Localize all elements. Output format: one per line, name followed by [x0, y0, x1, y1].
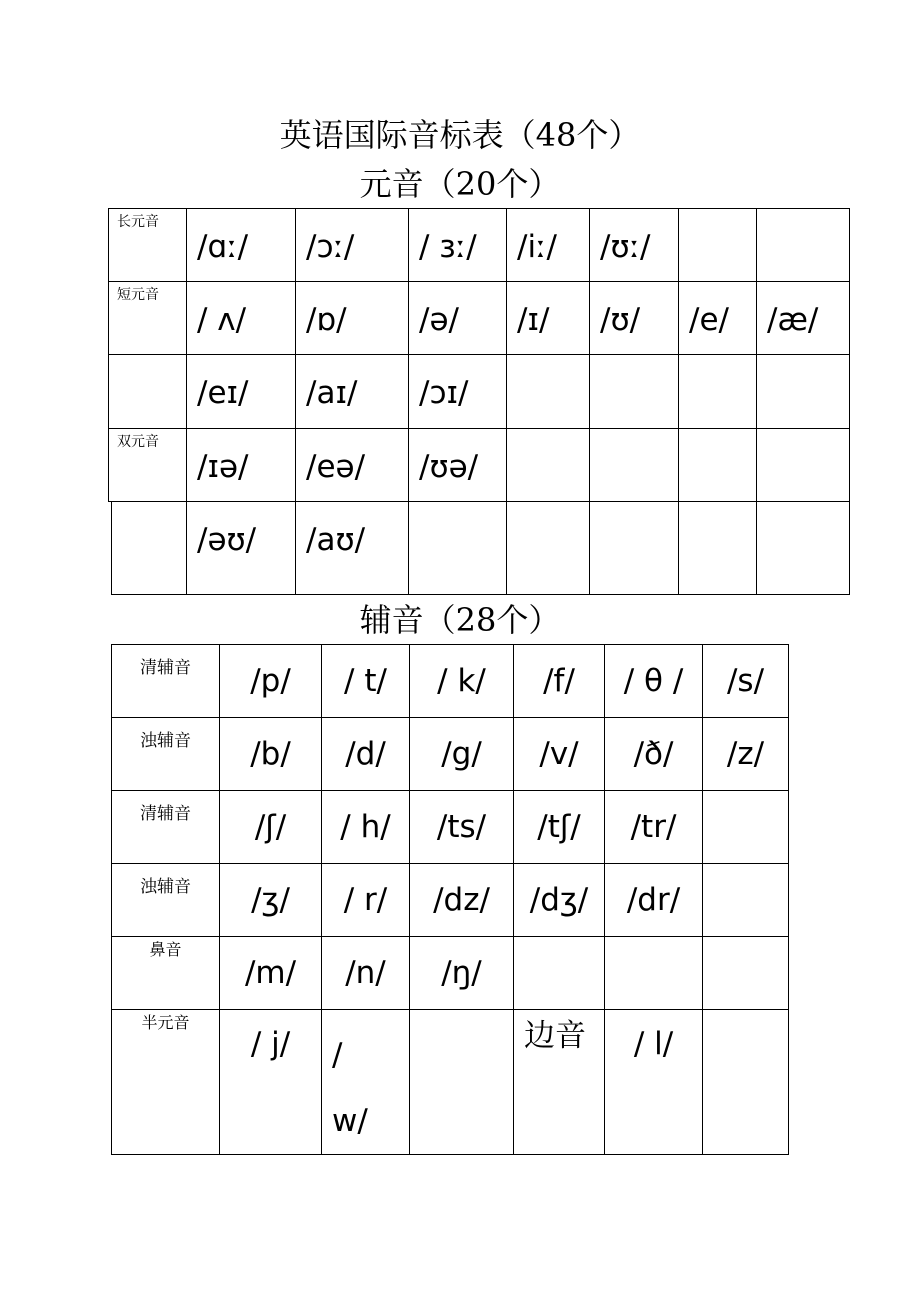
vowel-row-label-cell [108, 428, 187, 502]
vowel-row-label-cell [108, 354, 187, 429]
consonant-cell [702, 717, 789, 791]
consonant-cell [409, 1009, 514, 1155]
vowel-row-label-cell [111, 501, 187, 595]
phonetic-symbol: /ʊː/ [600, 229, 651, 265]
vowel-cell [186, 501, 296, 595]
phonetic-symbol: / k/ [437, 663, 486, 699]
phonetic-symbol: /tʃ/ [537, 809, 581, 845]
consonant-cell [513, 790, 605, 864]
consonant-cell [409, 644, 514, 718]
phonetic-symbol: /ʊə/ [419, 449, 479, 485]
vowel-cell [408, 281, 507, 355]
vowel-cell [678, 281, 757, 355]
consonant-category-label: 浊辅音 [140, 731, 191, 751]
phonetic-symbol: /dz/ [433, 882, 490, 918]
vowel-cell [589, 208, 679, 282]
vowel-cell [408, 501, 507, 595]
vowel-cell [295, 208, 409, 282]
consonant-cell [513, 717, 605, 791]
phonetic-symbol: / t/ [344, 663, 387, 699]
vowel-cell [295, 501, 409, 595]
consonant-cell [513, 863, 605, 937]
phonetic-symbol: /æ/ [767, 302, 819, 338]
vowel-row-label-cell [108, 281, 187, 355]
consonant-cell [409, 717, 514, 791]
vowel-cell [295, 428, 409, 502]
consonant-cell [409, 863, 514, 937]
phonetic-symbol: / l/ [633, 1026, 674, 1062]
consonant-cell [321, 790, 410, 864]
phonetic-symbol: /ŋ/ [441, 955, 482, 991]
consonant-cell [321, 717, 410, 791]
vowel-cell [506, 281, 590, 355]
phonetic-symbol: /iː/ [517, 229, 557, 265]
vowel-cell [678, 208, 757, 282]
phonetic-symbol: / r/ [343, 882, 388, 918]
phonetic-symbol: /n/ [345, 955, 386, 991]
consonant-cell [513, 936, 605, 1010]
vowel-cell [678, 428, 757, 502]
phonetic-symbol: /m/ [244, 955, 297, 991]
vowel-cell [756, 208, 850, 282]
consonant-row-label-cell [111, 1009, 220, 1155]
consonant-category-label: 清辅音 [140, 804, 191, 824]
vowel-section-heading: 元音（20个） [359, 165, 561, 203]
consonant-row-label-cell [111, 644, 220, 718]
phonetic-symbol: /s/ [726, 663, 765, 699]
phonetic-symbol: / w/ [332, 1037, 368, 1139]
phonetic-symbol: /eə/ [306, 449, 366, 485]
phonetic-symbol: /ts/ [436, 809, 487, 845]
vowel-cell [756, 354, 850, 429]
phonetic-symbol: / ɜː/ [419, 229, 477, 265]
phonetic-symbol: /əʊ/ [197, 522, 257, 558]
phonetic-symbol: /ɪ/ [517, 302, 550, 338]
consonant-cell [604, 717, 703, 791]
vowel-cell [186, 354, 296, 429]
vowel-cell [756, 281, 850, 355]
phonetic-symbol: /v/ [539, 736, 579, 772]
vowel-cell [408, 208, 507, 282]
phonetic-symbol: / θ / [623, 663, 684, 699]
consonant-cell [604, 1009, 703, 1155]
vowel-cell [408, 428, 507, 502]
consonant-cell [513, 1009, 605, 1155]
consonant-row-label-cell [111, 863, 220, 937]
consonant-cell [604, 790, 703, 864]
consonant-cell [219, 863, 322, 937]
vowel-row-label-cell [108, 208, 187, 282]
phonetic-symbol: /d/ [345, 736, 386, 772]
vowel-category-label: 长元音 [117, 214, 159, 230]
consonant-cell [321, 644, 410, 718]
phonetic-symbol: /ɔɪ/ [419, 375, 469, 411]
consonant-cell [321, 863, 410, 937]
vowel-cell [756, 428, 850, 502]
phonetic-symbol: /ɔː/ [306, 229, 355, 265]
phonetic-symbol: /ð/ [633, 736, 674, 772]
consonant-row-label-cell [111, 790, 220, 864]
vowel-cell [186, 281, 296, 355]
consonant-cell [604, 863, 703, 937]
vowel-cell [589, 354, 679, 429]
vowel-cell [589, 281, 679, 355]
phonetic-symbol: /ʃ/ [254, 809, 287, 845]
vowel-cell [295, 354, 409, 429]
consonant-cell [219, 790, 322, 864]
consonant-cell [219, 1009, 322, 1155]
vowel-cell [678, 501, 757, 595]
phonetic-symbol: /ɪə/ [197, 449, 249, 485]
phonetic-symbol: /aʊ/ [306, 522, 366, 558]
consonant-cell [513, 644, 605, 718]
vowel-category-label: 双元音 [117, 434, 159, 450]
consonant-cell [702, 936, 789, 1010]
phonetic-symbol: /p/ [250, 663, 291, 699]
consonant-cell [321, 1009, 410, 1155]
consonant-cell [702, 644, 789, 718]
phonetic-symbol: /aɪ/ [306, 375, 358, 411]
lateral-sound-label: 边音 [524, 1018, 586, 1054]
consonant-cell [702, 790, 789, 864]
consonant-cell [702, 1009, 789, 1155]
phonetic-symbol: /ʒ/ [251, 882, 290, 918]
phonetic-symbol: /dʒ/ [529, 882, 589, 918]
vowel-cell [589, 501, 679, 595]
phonetic-symbol: /ɑː/ [197, 229, 249, 265]
phonetic-symbol: / ʌ/ [197, 302, 247, 338]
consonant-cell [321, 936, 410, 1010]
vowel-cell [408, 354, 507, 429]
consonant-cell [604, 936, 703, 1010]
phonetic-symbol: /ɒ/ [306, 302, 347, 338]
consonant-category-label: 清辅音 [140, 658, 191, 678]
phonetic-symbol: /ə/ [419, 302, 459, 338]
phonetic-symbol: /tr/ [630, 809, 677, 845]
phonetic-symbol: /eɪ/ [197, 375, 249, 411]
phonetic-symbol: / j/ [250, 1026, 291, 1062]
consonant-row-label-cell [111, 717, 220, 791]
vowel-cell [756, 501, 850, 595]
vowel-cell [186, 208, 296, 282]
vowel-cell [506, 501, 590, 595]
consonant-category-label: 鼻音 [149, 940, 182, 959]
phonetic-symbol: /f/ [543, 663, 575, 699]
consonant-cell [409, 936, 514, 1010]
consonant-cell [604, 644, 703, 718]
phonetic-symbol: /dr/ [626, 882, 681, 918]
vowel-cell [589, 428, 679, 502]
consonant-category-label: 浊辅音 [140, 877, 191, 897]
vowel-cell [506, 208, 590, 282]
vowel-cell [506, 428, 590, 502]
vowel-cell [186, 428, 296, 502]
consonant-cell [219, 717, 322, 791]
consonant-section-heading: 辅音（28个） [359, 601, 561, 639]
phonetic-symbol: / h/ [340, 809, 391, 845]
vowel-cell [678, 354, 757, 429]
phonetic-symbol: /b/ [250, 736, 291, 772]
consonant-cell [219, 644, 322, 718]
consonant-cell [409, 790, 514, 864]
consonant-category-label: 半元音 [141, 1013, 190, 1032]
consonant-cell [702, 863, 789, 937]
phonetic-symbol: /z/ [726, 736, 765, 772]
phonetic-symbol: /g/ [441, 736, 482, 772]
phonetic-symbol: /e/ [689, 302, 729, 338]
consonant-row-label-cell [111, 936, 220, 1010]
vowel-category-label: 短元音 [117, 287, 159, 303]
phonetic-symbol: /ʊ/ [600, 302, 641, 338]
vowel-cell [506, 354, 590, 429]
consonant-cell [219, 936, 322, 1010]
page-title: 英语国际音标表（48个） [279, 116, 641, 154]
vowel-cell [295, 281, 409, 355]
